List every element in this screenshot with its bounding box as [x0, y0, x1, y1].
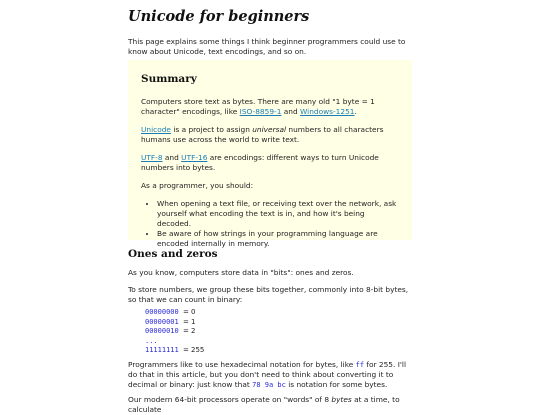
summary-paragraph-2 [141, 125, 399, 145]
summary-paragraph-3 [141, 153, 399, 173]
binary-row [145, 318, 204, 328]
section-paragraph-2: To store numbers, we group these bits together, commonly into 8-bit bytes, so that we can count in binary: [128, 285, 409, 304]
section-p4-text: Our modern 64-bit processors operate on "words" of 8 [128, 395, 332, 404]
link-iso-8859-1[interactable]: ISO-8859-1 [239, 107, 282, 116]
binary-bits: 00000000 [145, 308, 179, 316]
code-ff: ff [355, 361, 365, 369]
section-p4-rest: at a time, to calculate [128, 395, 400, 414]
code-bytes: 78 9a bc [252, 381, 286, 389]
summary-p1-and: and [281, 107, 301, 116]
section-paragraph-1: As you know, computers store data in "bits": ones and zeros. [128, 268, 354, 277]
summary-paragraph-1 [141, 97, 399, 117]
list-item: • When opening a text file, or receiving text over the network, ask yourself what encoding the text is in, and how it's being decoded. [157, 199, 399, 229]
section-p3-end: is notation for some bytes. [285, 380, 388, 389]
binary-row [145, 346, 204, 356]
intro-paragraph: This page explains some things I think beginner programmers could use to know about Unicode, text encodings, and so on. [128, 37, 406, 56]
binary-value: = 255 [182, 346, 205, 354]
binary-bits: 11111111 [145, 346, 179, 354]
summary-box [128, 60, 412, 248]
binary-value: = 1 [182, 317, 196, 326]
section-p3-mid: for 255. I'll do that in this article, but you don't need to think about converting it to decimal or binary: just know that [128, 360, 407, 389]
summary-p2-emphasis: universal [252, 125, 287, 134]
binary-bits: ... [145, 336, 158, 345]
binary-row [145, 308, 204, 318]
summary-p3-and: and [162, 153, 182, 162]
page-title: Unicode for beginners [128, 8, 310, 25]
summary-p3-text: are encodings: different ways to turn Unicode numbers into bytes. [141, 153, 379, 172]
summary-p2-text: is a project to assign [170, 125, 253, 134]
binary-value: = 2 [182, 327, 196, 335]
section-heading-ones-and-zeros: Ones and zeros [128, 248, 218, 260]
binary-bits: 00000010 [145, 327, 179, 335]
list-item: • Be aware of how strings in your programming language are encoded internally in memory. [157, 229, 399, 249]
binary-bits: 00000001 [145, 317, 179, 326]
section-p4-emphasis: bytes [331, 395, 352, 404]
summary-paragraph-4: As a programmer, you should: [141, 181, 254, 190]
link-unicode[interactable]: Unicode [141, 125, 171, 134]
summary-list [141, 199, 399, 249]
section-paragraph-4 [128, 395, 412, 415]
binary-row [145, 327, 204, 337]
binary-row [145, 337, 204, 347]
summary-heading: Summary [141, 73, 197, 85]
binary-code-block [145, 308, 204, 356]
binary-value: = 0 [182, 308, 196, 316]
section-paragraph-3 [128, 360, 412, 390]
link-utf-16[interactable]: UTF-16 [181, 153, 208, 162]
summary-p1-end: . [354, 107, 357, 116]
link-utf-8[interactable]: UTF-8 [141, 153, 163, 162]
summary-p1-text: Computers store text as bytes. There are many old "1 byte = 1 character" encodings, like [141, 97, 375, 116]
summary-p2-rest: numbers to all characters humans use across the world to write text. [141, 125, 384, 144]
link-windows-1251[interactable]: Windows-1251 [300, 107, 355, 116]
section-p3-text: Programmers like to use hexadecimal notation for bytes, like [128, 360, 356, 369]
